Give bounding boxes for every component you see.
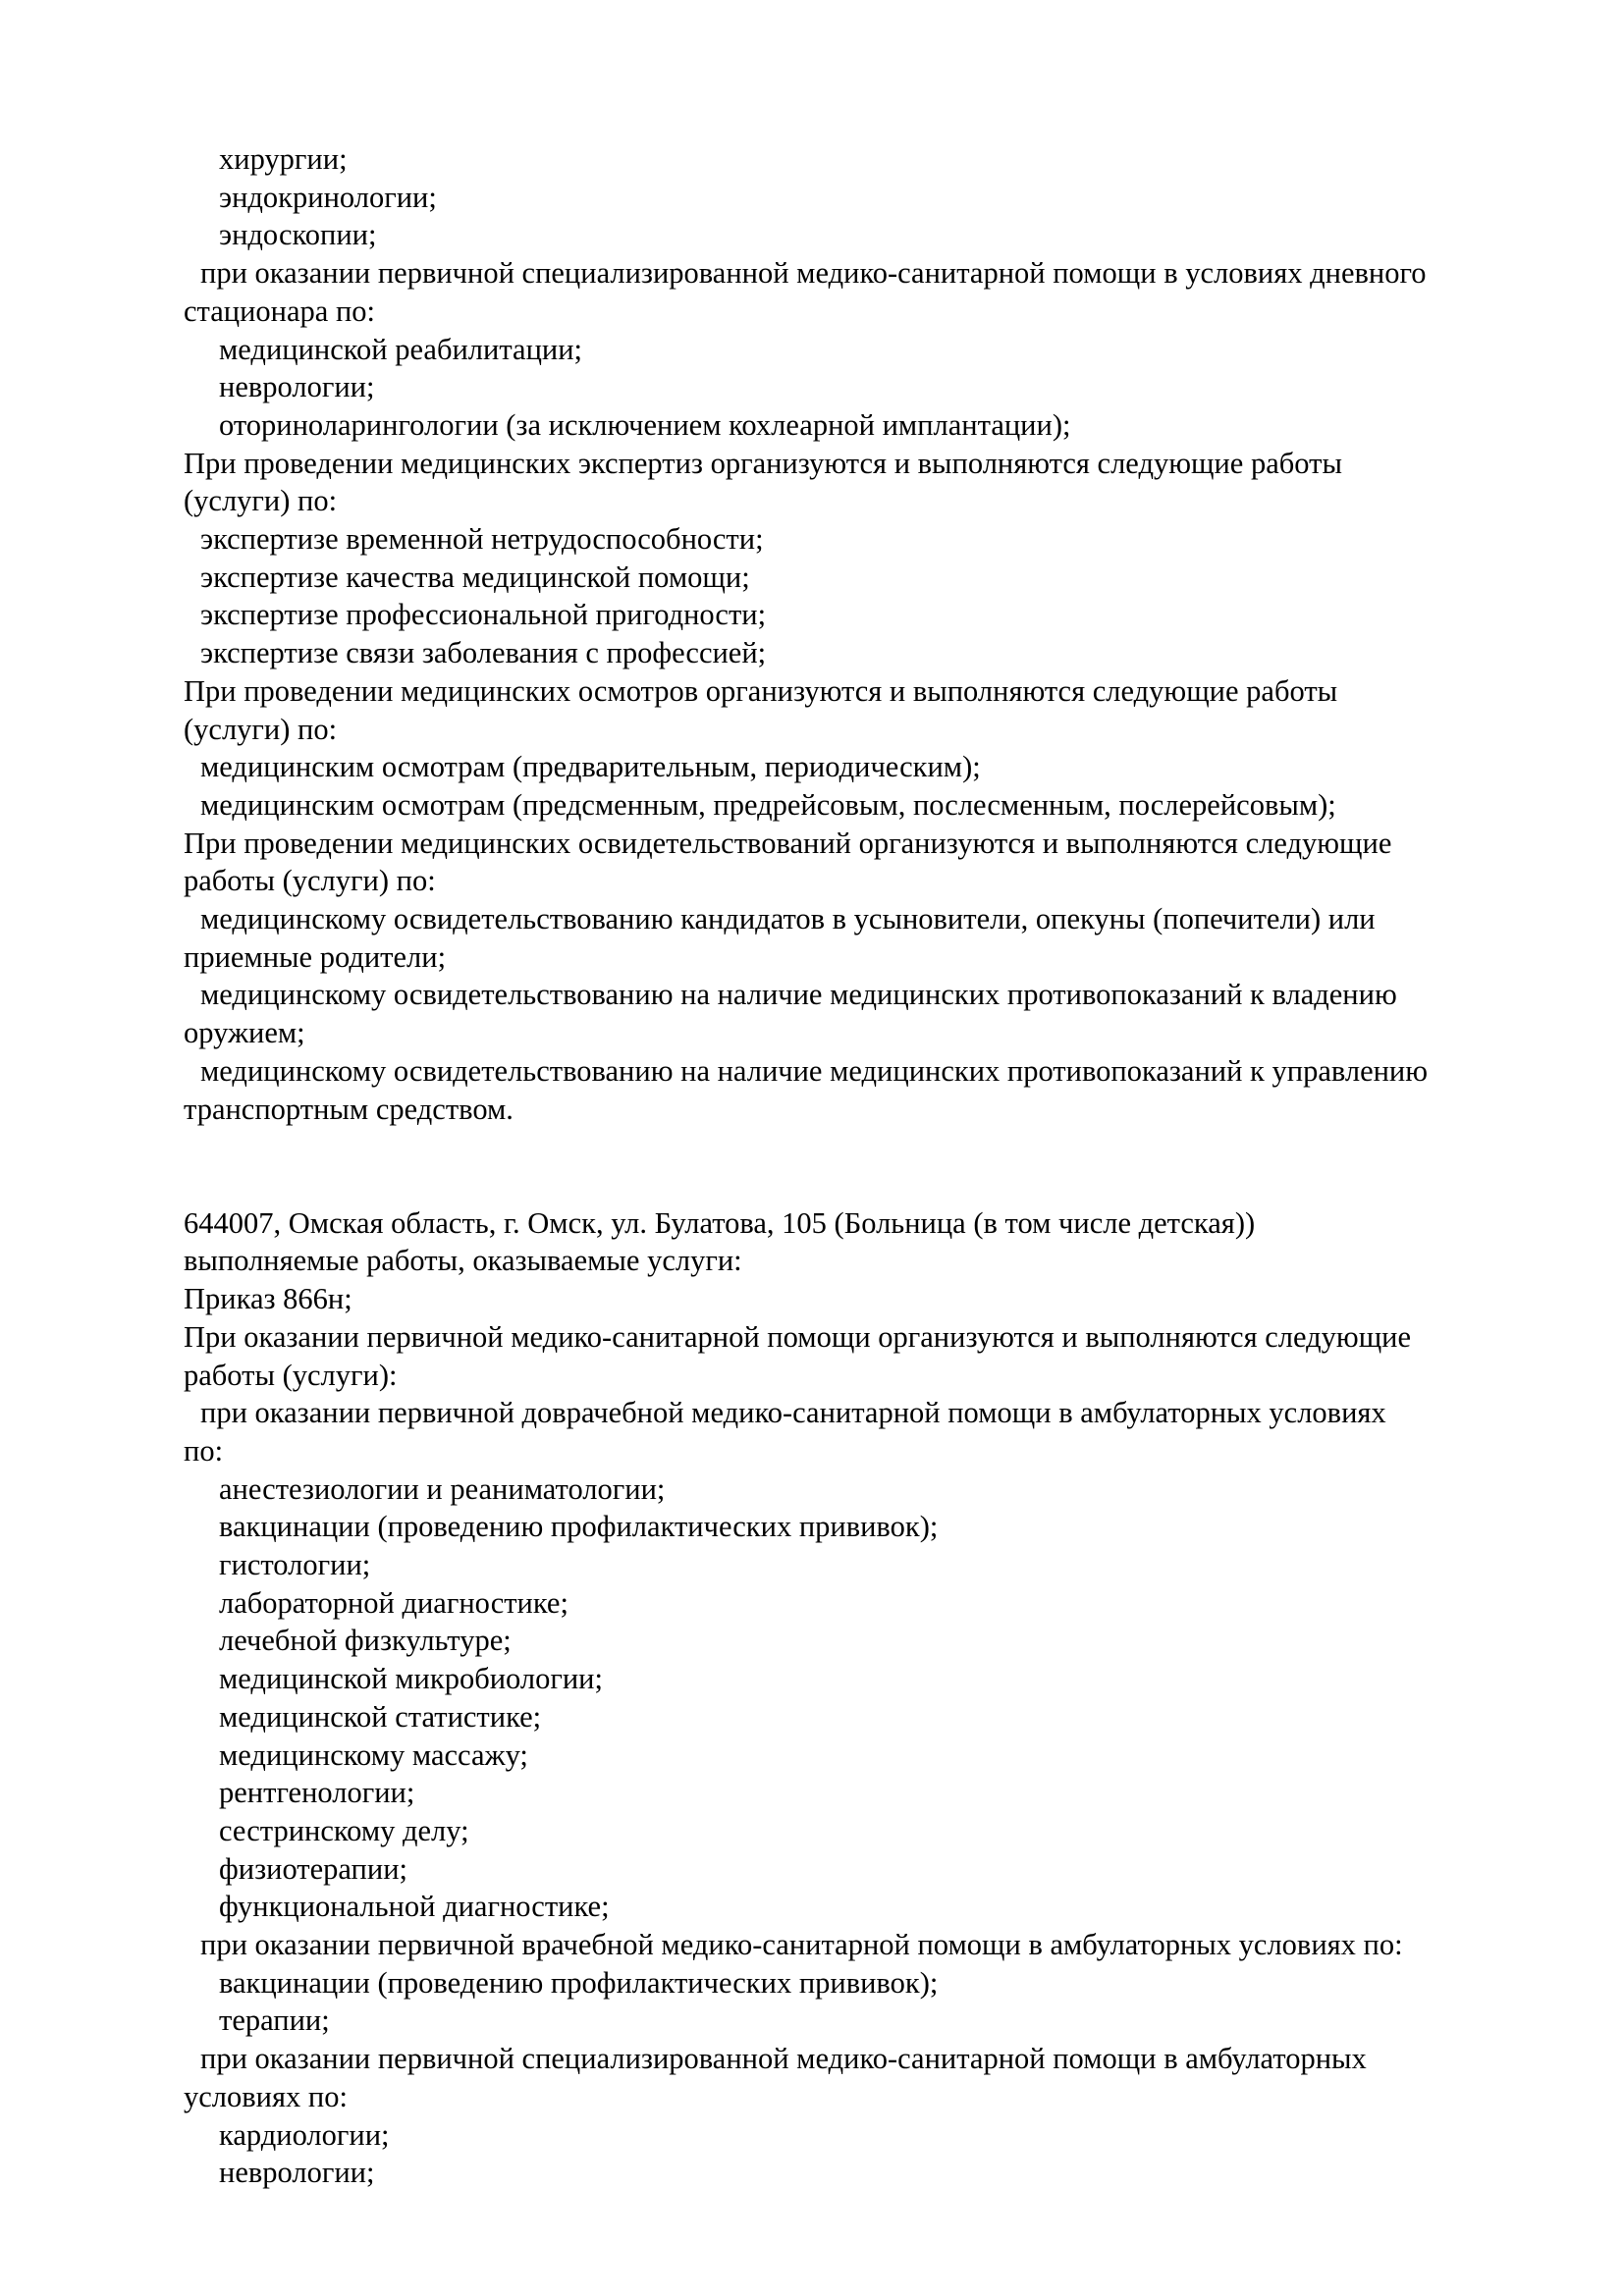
text-line: неврологии;	[219, 370, 375, 404]
text-line: при оказании первичной специализированной медико-санитарной помощи в условиях дневного	[200, 256, 1427, 291]
text-line: транспортным средством.	[184, 1092, 514, 1126]
text-line: при оказании первичной доврачебной медико-санитарной помощи в амбулаторных условиях	[200, 1396, 1386, 1430]
text-line: кардиологии;	[219, 2117, 390, 2152]
text-line: физиотерапии;	[219, 1851, 407, 1886]
text-line: анестезиологии и реаниматологии;	[219, 1471, 666, 1506]
text-line: эндокринологии;	[219, 180, 437, 214]
text-line: медицинским осмотрам (предварительным, периодическим);	[200, 750, 981, 784]
text-line: приемные родители;	[184, 939, 447, 974]
text-line: (услуги) по:	[184, 712, 338, 746]
text-line: функциональной диагностике;	[219, 1890, 610, 1924]
text-line: лабораторной диагностике;	[219, 1585, 568, 1620]
text-line: экспертизе профессиональной пригодности;	[200, 598, 767, 632]
text-line: медицинской микробиологии;	[219, 1662, 603, 1696]
text-line: работы (услуги) по:	[184, 864, 436, 898]
text-line: вакцинации (проведению профилактических прививок);	[219, 1510, 939, 1544]
text-line: терапии;	[219, 2003, 330, 2038]
text-line: медицинским осмотрам (предсменным, предрейсовым, послесменным, послерейсовым);	[200, 787, 1336, 822]
text-line: экспертизе временной нетрудоспособности;	[200, 522, 764, 557]
text-line: медицинскому освидетельствованию кандидатов в усыновители, опекуны (попечители) или	[200, 902, 1376, 936]
text-line: При проведении медицинских экспертиз организуются и выполняются следующие работы	[184, 446, 1342, 480]
text-line: 644007, Омская область, г. Омск, ул. Булатова, 105 (Больница (в том числе детская))	[184, 1205, 1256, 1240]
text-line: медицинскому освидетельствованию на наличие медицинских противопоказаний к управлению	[200, 1053, 1429, 1088]
blank-line	[184, 1166, 1548, 1204]
text-line: экспертизе связи заболевания с профессией;	[200, 636, 767, 670]
text-line: медицинскому освидетельствованию на наличие медицинских противопоказаний к владению	[200, 978, 1397, 1012]
text-line: лечебной физкультуре;	[219, 1624, 512, 1658]
text-line: неврологии;	[219, 2156, 375, 2190]
text-line: при оказании первичной врачебной медико-санитарной помощи в амбулаторных условиях по:	[200, 1928, 1403, 1962]
text-line: по:	[184, 1433, 224, 1468]
text-line: хирургии;	[219, 142, 348, 176]
text-line: сестринскому делу;	[219, 1813, 469, 1847]
text-line: медицинской статистике;	[219, 1699, 542, 1734]
text-line: вакцинации (проведению профилактических прививок);	[219, 1965, 939, 2000]
text-line: При проведении медицинских освидетельствований организуются и выполняются следующие	[184, 826, 1392, 860]
document-text-block	[184, 140, 1548, 2192]
text-line: экспертизе качества медицинской помощи;	[200, 560, 750, 594]
text-line: медицинской реабилитации;	[219, 332, 583, 366]
text-line: гистологии;	[219, 1548, 371, 1582]
text-line: условиях по:	[184, 2079, 348, 2113]
text-line: (услуги) по:	[184, 484, 338, 518]
text-line: оториноларингологии (за исключением кохлеарной имплантации);	[219, 407, 1071, 442]
text-line: эндоскопии;	[219, 218, 377, 252]
text-line: При проведении медицинских осмотров организуются и выполняются следующие работы	[184, 673, 1338, 708]
text-line: стационара по:	[184, 294, 375, 328]
text-line: оружием;	[184, 1016, 305, 1050]
text-line: медицинскому массажу;	[219, 1737, 528, 1772]
text-line: Приказ 866н;	[184, 1282, 352, 1316]
text-line: При оказании первичной медико-санитарной помощи организуются и выполняются следующие	[184, 1319, 1412, 1354]
text-line: работы (услуги):	[184, 1358, 398, 1392]
blank-line	[184, 1128, 1548, 1166]
text-line: при оказании первичной специализированной медико-санитарной помощи в амбулаторных	[200, 2042, 1367, 2076]
text-line: рентгенологии;	[219, 1776, 415, 1810]
text-line: выполняемые работы, оказываемые услуги:	[184, 1244, 742, 1278]
